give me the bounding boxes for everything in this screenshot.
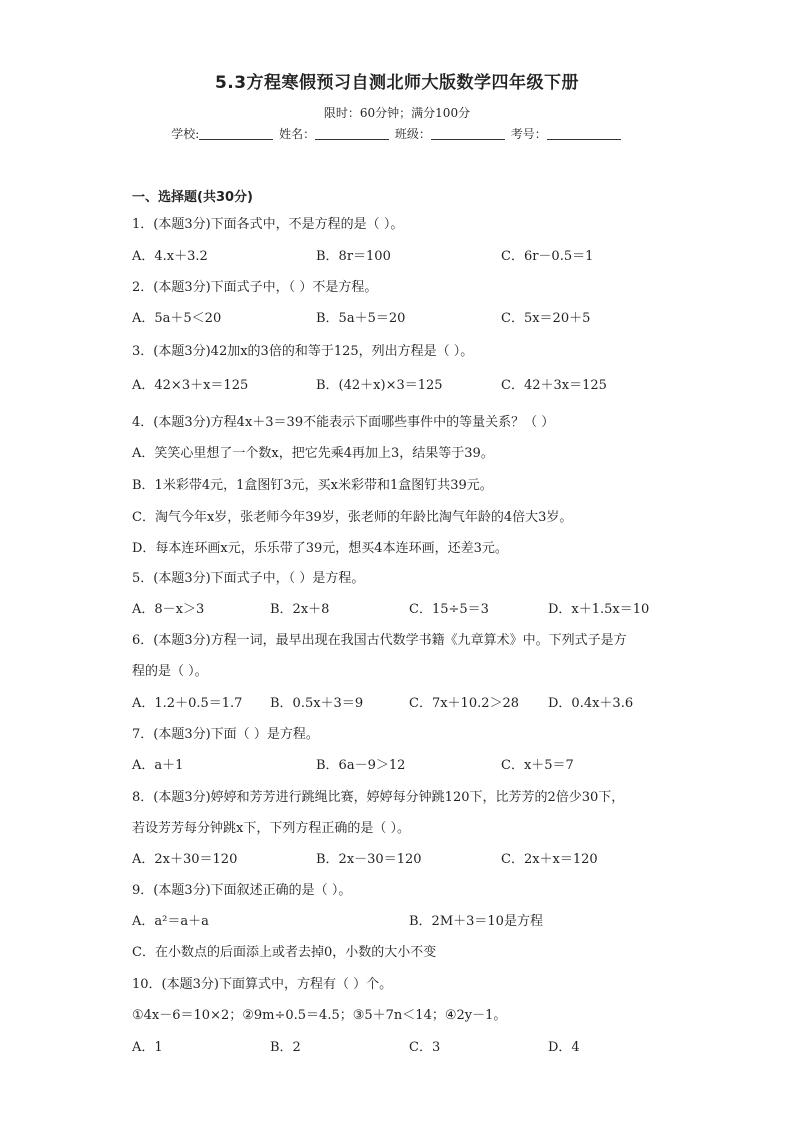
question-6-stem-line-1: 6．(本题3分)方程一词，最早出现在我国古代数学书籍《九章算术》中。下列式子是方 [132, 633, 627, 648]
question-4-stem: 4．(本题3分)方程4x＋3＝39不能表示下面哪些事件中的等量关系？（ ） [132, 415, 555, 430]
q10-option-b[interactable]: B．2 [270, 1040, 301, 1055]
q4-option-d[interactable]: D．每本连环画x元，乐乐带了39元，想买4本连环画，还差3元。 [132, 541, 508, 556]
q3-option-c[interactable]: C．42＋3x＝125 [501, 378, 607, 393]
q6-option-b[interactable]: B．0.5x＋3＝9 [270, 696, 364, 711]
q7-option-c[interactable]: C．x＋5＝7 [501, 758, 574, 773]
q6-option-c[interactable]: C．7x＋10.2＞28 [409, 696, 520, 711]
q2-option-c[interactable]: C．5x＝20＋5 [501, 311, 591, 326]
q7-option-a[interactable]: A．a＋1 [132, 758, 184, 773]
question-5-stem: 5．(本题3分)下面式子中，（ ）是方程。 [132, 571, 365, 586]
q8-option-b[interactable]: B．2x－30＝120 [316, 852, 422, 867]
q5-option-b[interactable]: B．2x＋8 [270, 602, 330, 617]
class-blank[interactable] [431, 127, 505, 140]
q4-option-b[interactable]: B．1米彩带4元，1盒图钉3元，买x米彩带和1盒图钉共39元。 [132, 478, 493, 493]
school-label: 学校: [171, 127, 200, 141]
student-info-row [0, 125, 794, 142]
q8-option-a[interactable]: A．2x＋30＝120 [132, 852, 238, 867]
q9-option-b[interactable]: B．2M＋3＝10是方程 [409, 914, 543, 929]
q7-option-b[interactable]: B．6a－9＞12 [316, 758, 406, 773]
question-2-stem: 2．(本题3分)下面式子中，（ ）不是方程。 [132, 280, 378, 295]
question-6-stem-line-2: 程的是（ ）。 [132, 664, 208, 679]
q1-option-a[interactable]: A．4.x＋3.2 [132, 249, 208, 264]
question-9-stem: 9．(本题3分)下面叙述正确的是（ ）。 [132, 883, 352, 898]
q9-option-a[interactable]: A．a²＝a＋a [132, 914, 209, 929]
class-label: 班级： [394, 127, 431, 141]
q4-option-c[interactable]: C．淘气今年x岁，张老师今年39岁，张老师的年龄比淘气年龄的4倍大3岁。 [132, 510, 573, 525]
question-3-stem: 3．(本题3分)42加x的3倍的和等于125，列出方程是（ ）。 [132, 344, 474, 359]
question-8-stem-line-1: 8．(本题3分)婷婷和芳芳进行跳绳比赛，婷婷每分钟跳120下，比芳芳的2倍少30下， [132, 790, 625, 805]
q10-option-d[interactable]: D．4 [548, 1040, 580, 1055]
name-blank[interactable] [315, 127, 389, 140]
q6-option-d[interactable]: D．0.4x＋3.6 [548, 696, 634, 711]
q10-option-a[interactable]: A．1 [132, 1040, 163, 1055]
question-10-stem: 10．(本题3分)下面算式中，方程有（ ）个。 [132, 977, 393, 992]
q10-option-c[interactable]: C．3 [409, 1040, 441, 1055]
name-label: 姓名： [279, 127, 316, 141]
q3-option-a[interactable]: A．42×3＋x＝125 [132, 378, 249, 393]
q2-option-b[interactable]: B．5a＋5＝20 [316, 311, 406, 326]
q9-option-c[interactable]: C．在小数点的后面添上或者去掉0，小数的大小不变 [132, 945, 437, 960]
question-1-stem: 1．(本题3分)下面各式中，不是方程的是（ ）。 [132, 217, 404, 232]
q5-option-a[interactable]: A．8－x＞3 [132, 602, 205, 617]
q3-option-b[interactable]: B．(42＋x)×3＝125 [316, 378, 443, 393]
question-8-stem-line-2: 若设芳芳每分钟跳x下，下列方程正确的是（ ）。 [132, 821, 410, 836]
question-10-expressions: ①4x－6＝10×2；②9m÷0.5＝4.5；③5＋7n＜14；④2y－1。 [132, 1008, 507, 1023]
q5-option-c[interactable]: C．15÷5＝3 [409, 602, 489, 617]
exam-no-label: 考号： [510, 127, 547, 141]
section-heading: 一、选择题(共30分) [132, 190, 253, 205]
q1-option-b[interactable]: B．8r＝100 [316, 249, 391, 264]
q2-option-a[interactable]: A．5a＋5＜20 [132, 311, 222, 326]
q8-option-c[interactable]: C．2x＋x＝120 [501, 852, 598, 867]
q4-option-a[interactable]: A．笑笑心里想了一个数x，把它先乘4再加上3，结果等于39。 [132, 446, 494, 461]
page-title: 5.3方程寒假预习自测北师大版数学四年级下册 [214, 73, 580, 93]
time-limit-info: 限时：60分钟；满分100分 [323, 106, 471, 120]
q5-option-d[interactable]: D．x＋1.5x＝10 [548, 602, 650, 617]
question-7-stem: 7．(本题3分)下面（ ）是方程。 [132, 727, 319, 742]
q6-option-a[interactable]: A．1.2＋0.5＝1.7 [132, 696, 243, 711]
school-blank[interactable] [199, 127, 273, 140]
exam-no-blank[interactable] [547, 127, 621, 140]
q1-option-c[interactable]: C．6r－0.5＝1 [501, 249, 594, 264]
